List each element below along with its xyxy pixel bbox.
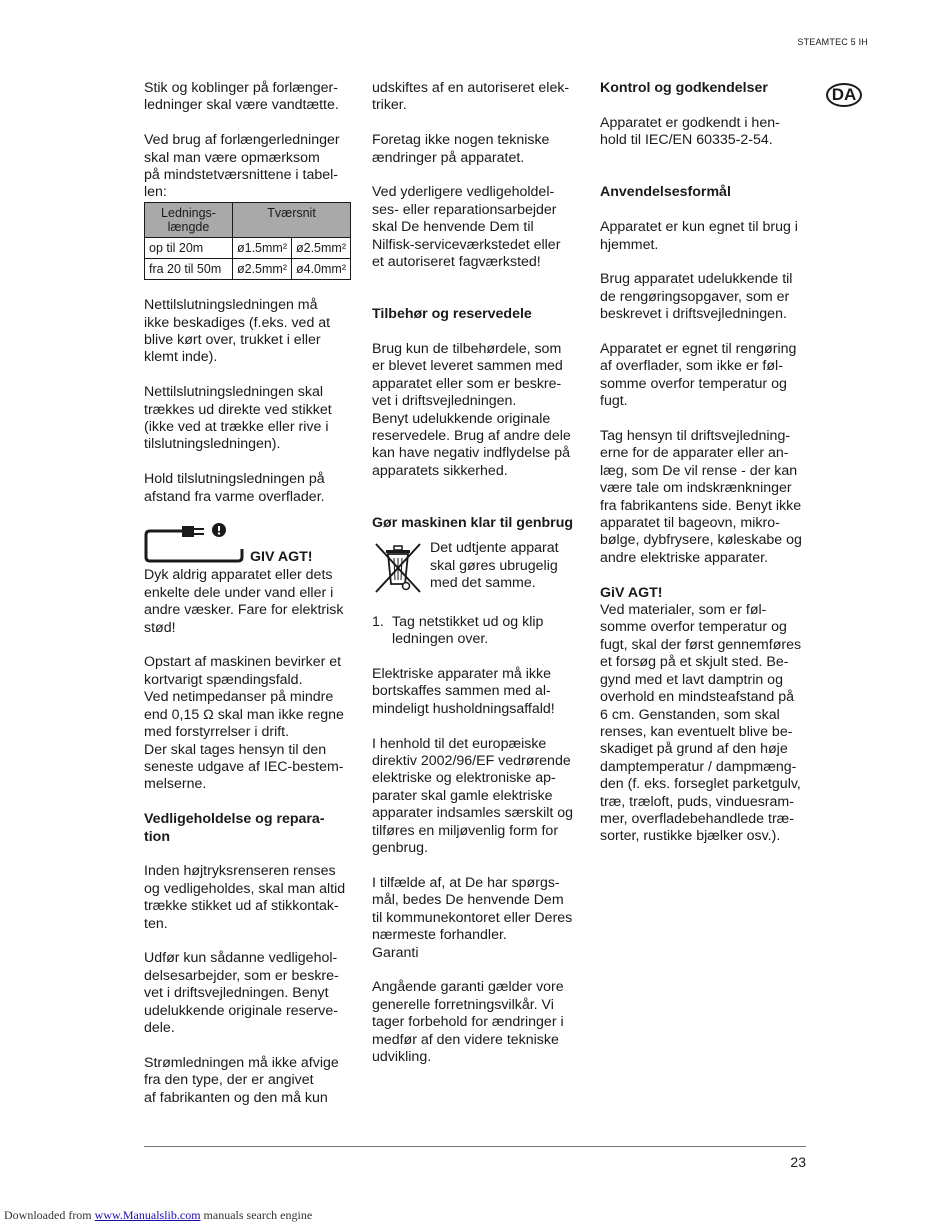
download-notice — [4, 1208, 312, 1223]
table-cell: fra 20 til 50m — [145, 258, 233, 279]
paragraph: udskiftes af en autoriseret elek- triker. — [372, 80, 570, 114]
paragraph: Opstart af maskinen bevirker et kortvarigt spændingsfald. Ved netimpedanser på mindre end 0,15 Ω skal man ikke regne med forstyrrelser i drift. Der skal tages hensyn til den seneste udgave af IEC-bestem- melserne. — [144, 654, 344, 793]
table-row — [145, 258, 351, 279]
paragraph: I henhold til det europæiske direktiv 2002/96/EF vedrørende elektriske og elektroniske ap- parater skal gamle elektriske apparater indsamles særskilt og tilføres en miljøvenlig form for genbrug. — [372, 735, 574, 857]
paragraph: Apparatet er godkendt i hen- hold til IEC/EN 60335-2-54. — [600, 114, 780, 149]
paragraph: Apparatet er egnet til rengøring af overflader, som ikke er føl- somme overfor temperatur og fugt. — [600, 341, 797, 410]
paragraph: Angående garanti gælder vore generelle forretningsvilkår. Vi tager forbehold for ændringer i medfør af den videre tekniske udvikling. — [372, 979, 564, 1065]
numbered-step — [372, 614, 582, 649]
table-cell: op til 20m — [145, 237, 233, 258]
column-2 — [372, 80, 582, 1084]
paragraph: Ved materialer, som er føl- somme overfor temperatur og fugt, skal der først gennemføres et forsøg på et skjult sted. Be- gynd med et lavt damptrin og overhold en mindsteafstand på 6 cm. Genstanden, som skal renses, kan eventuelt blive be- skadiget på grund af den høje damptemperatur / dampmæng- den (f. eks. forseglet parketgulv, træ, træloft, puds, vinduesram- mer, overfladebehandlede træ- sorter, rustikke bjælker osv.). — [600, 602, 802, 845]
footer-divider — [144, 1146, 806, 1147]
warning-block — [144, 523, 356, 567]
paragraph: Strømledningen må ikke afvige fra den type, der er angivet af fabrikanten og den må kun — [144, 1054, 339, 1106]
table-row — [145, 237, 351, 258]
download-prefix: Downloaded from — [4, 1208, 95, 1222]
section-heading-accessories: Tilbehør og reservedele — [372, 306, 532, 323]
paragraph: I tilfælde af, at De har spørgs- mål, bedes De henvende Dem til kommunekontoret eller Deres nærmeste forhandler. Garanti — [372, 874, 573, 961]
recycle-row — [372, 540, 582, 596]
unplug-warning-icon — [144, 523, 244, 565]
section-heading-intended-use: Anvendelsesformål — [600, 184, 731, 201]
paragraph: Udfør kun sådanne vedligehol- delsesarbejder, som er beskre- vet i driftsvejledningen. Benyt udelukkende originale reserve- dele. — [144, 950, 339, 1036]
step-text: Tag netstikket ud og klip ledningen over. — [392, 613, 544, 648]
paragraph: Brug kun de tilbehørdele, som er blevet leveret sammen med apparatet eller som er beskre- vet i driftsvejledningen. Benyt udelukkende originale reservedele. Brug af andre dele kan have negativ indflydelse på apparatets sikkerhed. — [372, 341, 571, 479]
table-header-length: Lednings- længde — [145, 202, 233, 237]
table-cell: ø1.5mm² — [233, 237, 292, 258]
paragraph: Apparatet er kun egnet til brug i hjemmet. — [600, 219, 798, 253]
section-heading-recycling: Gør maskinen klar til genbrug — [372, 515, 574, 532]
crossed-bin-icon — [372, 540, 424, 596]
paragraph: Brug apparatet udelukkende til de rengøringsopgaver, som er beskrevet i driftsvejledningen. — [600, 271, 793, 323]
warning-title: GIV AGT! — [250, 549, 313, 566]
section-heading-maintenance: Vedligeholdelse og repara- tion — [144, 811, 325, 845]
paragraph: Inden højtryksrenseren renses og vedligeholdes, skal man altid trække stikket ud af stikkontak- ten. — [144, 863, 346, 932]
paragraph: Foretag ikke nogen tekniske ændringer på apparatet. — [372, 132, 550, 166]
paragraph: Nettilslutningsledningen må ikke beskadiges (f.eks. ved at blive kørt over, trukket i eller klemt inde). — [144, 297, 331, 366]
manualslib-link[interactable]: www.Manualslib.com — [94, 1208, 201, 1222]
download-suffix: manuals search engine — [200, 1208, 313, 1222]
column-3 — [600, 80, 810, 863]
paragraph: Hold tilslutningsledningen på afstand fra varme overflader. — [144, 471, 325, 505]
paragraph: Ved brug af forlængerledninger skal man være opmærksom på mindstetværsnittene i tabel- len: — [144, 132, 340, 201]
header-model-name: STEAMTEC 5 IH — [797, 37, 868, 47]
section-heading-control: Kontrol og godkendelser — [600, 80, 768, 96]
table-header-section: Tværsnit — [233, 202, 351, 237]
column-1 — [144, 80, 356, 1124]
paragraph: Tag hensyn til driftsvejledning- erne for de apparater eller an- læg, som De vil rense - der kan være tale om indskrænkninger fra fabrikantens side. Benyt ikke apparatet til bageovn, mikro- bølge, dybfrysere, køleskabe og andre elektriske apparater. — [600, 428, 802, 566]
paragraph: Stik og koblinger på forlænger- ledninger skal være vandtætte. — [144, 80, 339, 114]
language-badge — [826, 83, 862, 107]
table-cell: ø4.0mm² — [292, 258, 351, 279]
paragraph: Dyk aldrig apparatet eller dets enkelte dele under vand eller i andre væsker. Fare for elektrisk stød! — [144, 567, 344, 636]
warning-heading: GiV AGT! — [600, 584, 663, 601]
cable-section-table — [144, 202, 351, 280]
step-number: 1. — [372, 613, 384, 630]
table-cell: ø2.5mm² — [233, 258, 292, 279]
paragraph: Det udtjente apparat skal gøres ubrugelig med det samme. — [430, 540, 559, 592]
paragraph: Nettilslutningsledningen skal trækkes ud direkte ved stikket (ikke ved at trække eller rive i tilslutningsledningen). — [144, 384, 332, 453]
paragraph: Elektriske apparater må ikke bortskaffes sammen med al- mindeligt husholdningsaffald! — [372, 666, 555, 717]
language-code: DA — [831, 85, 857, 104]
page-number: 23 — [790, 1154, 806, 1170]
paragraph: Ved yderligere vedligeholdel- ses- eller reparationsarbejder skal De henvende Dem til Nilfisk-serviceværkstedet eller et autoriseret fagværksted! — [372, 184, 561, 271]
table-cell: ø2.5mm² — [292, 237, 351, 258]
